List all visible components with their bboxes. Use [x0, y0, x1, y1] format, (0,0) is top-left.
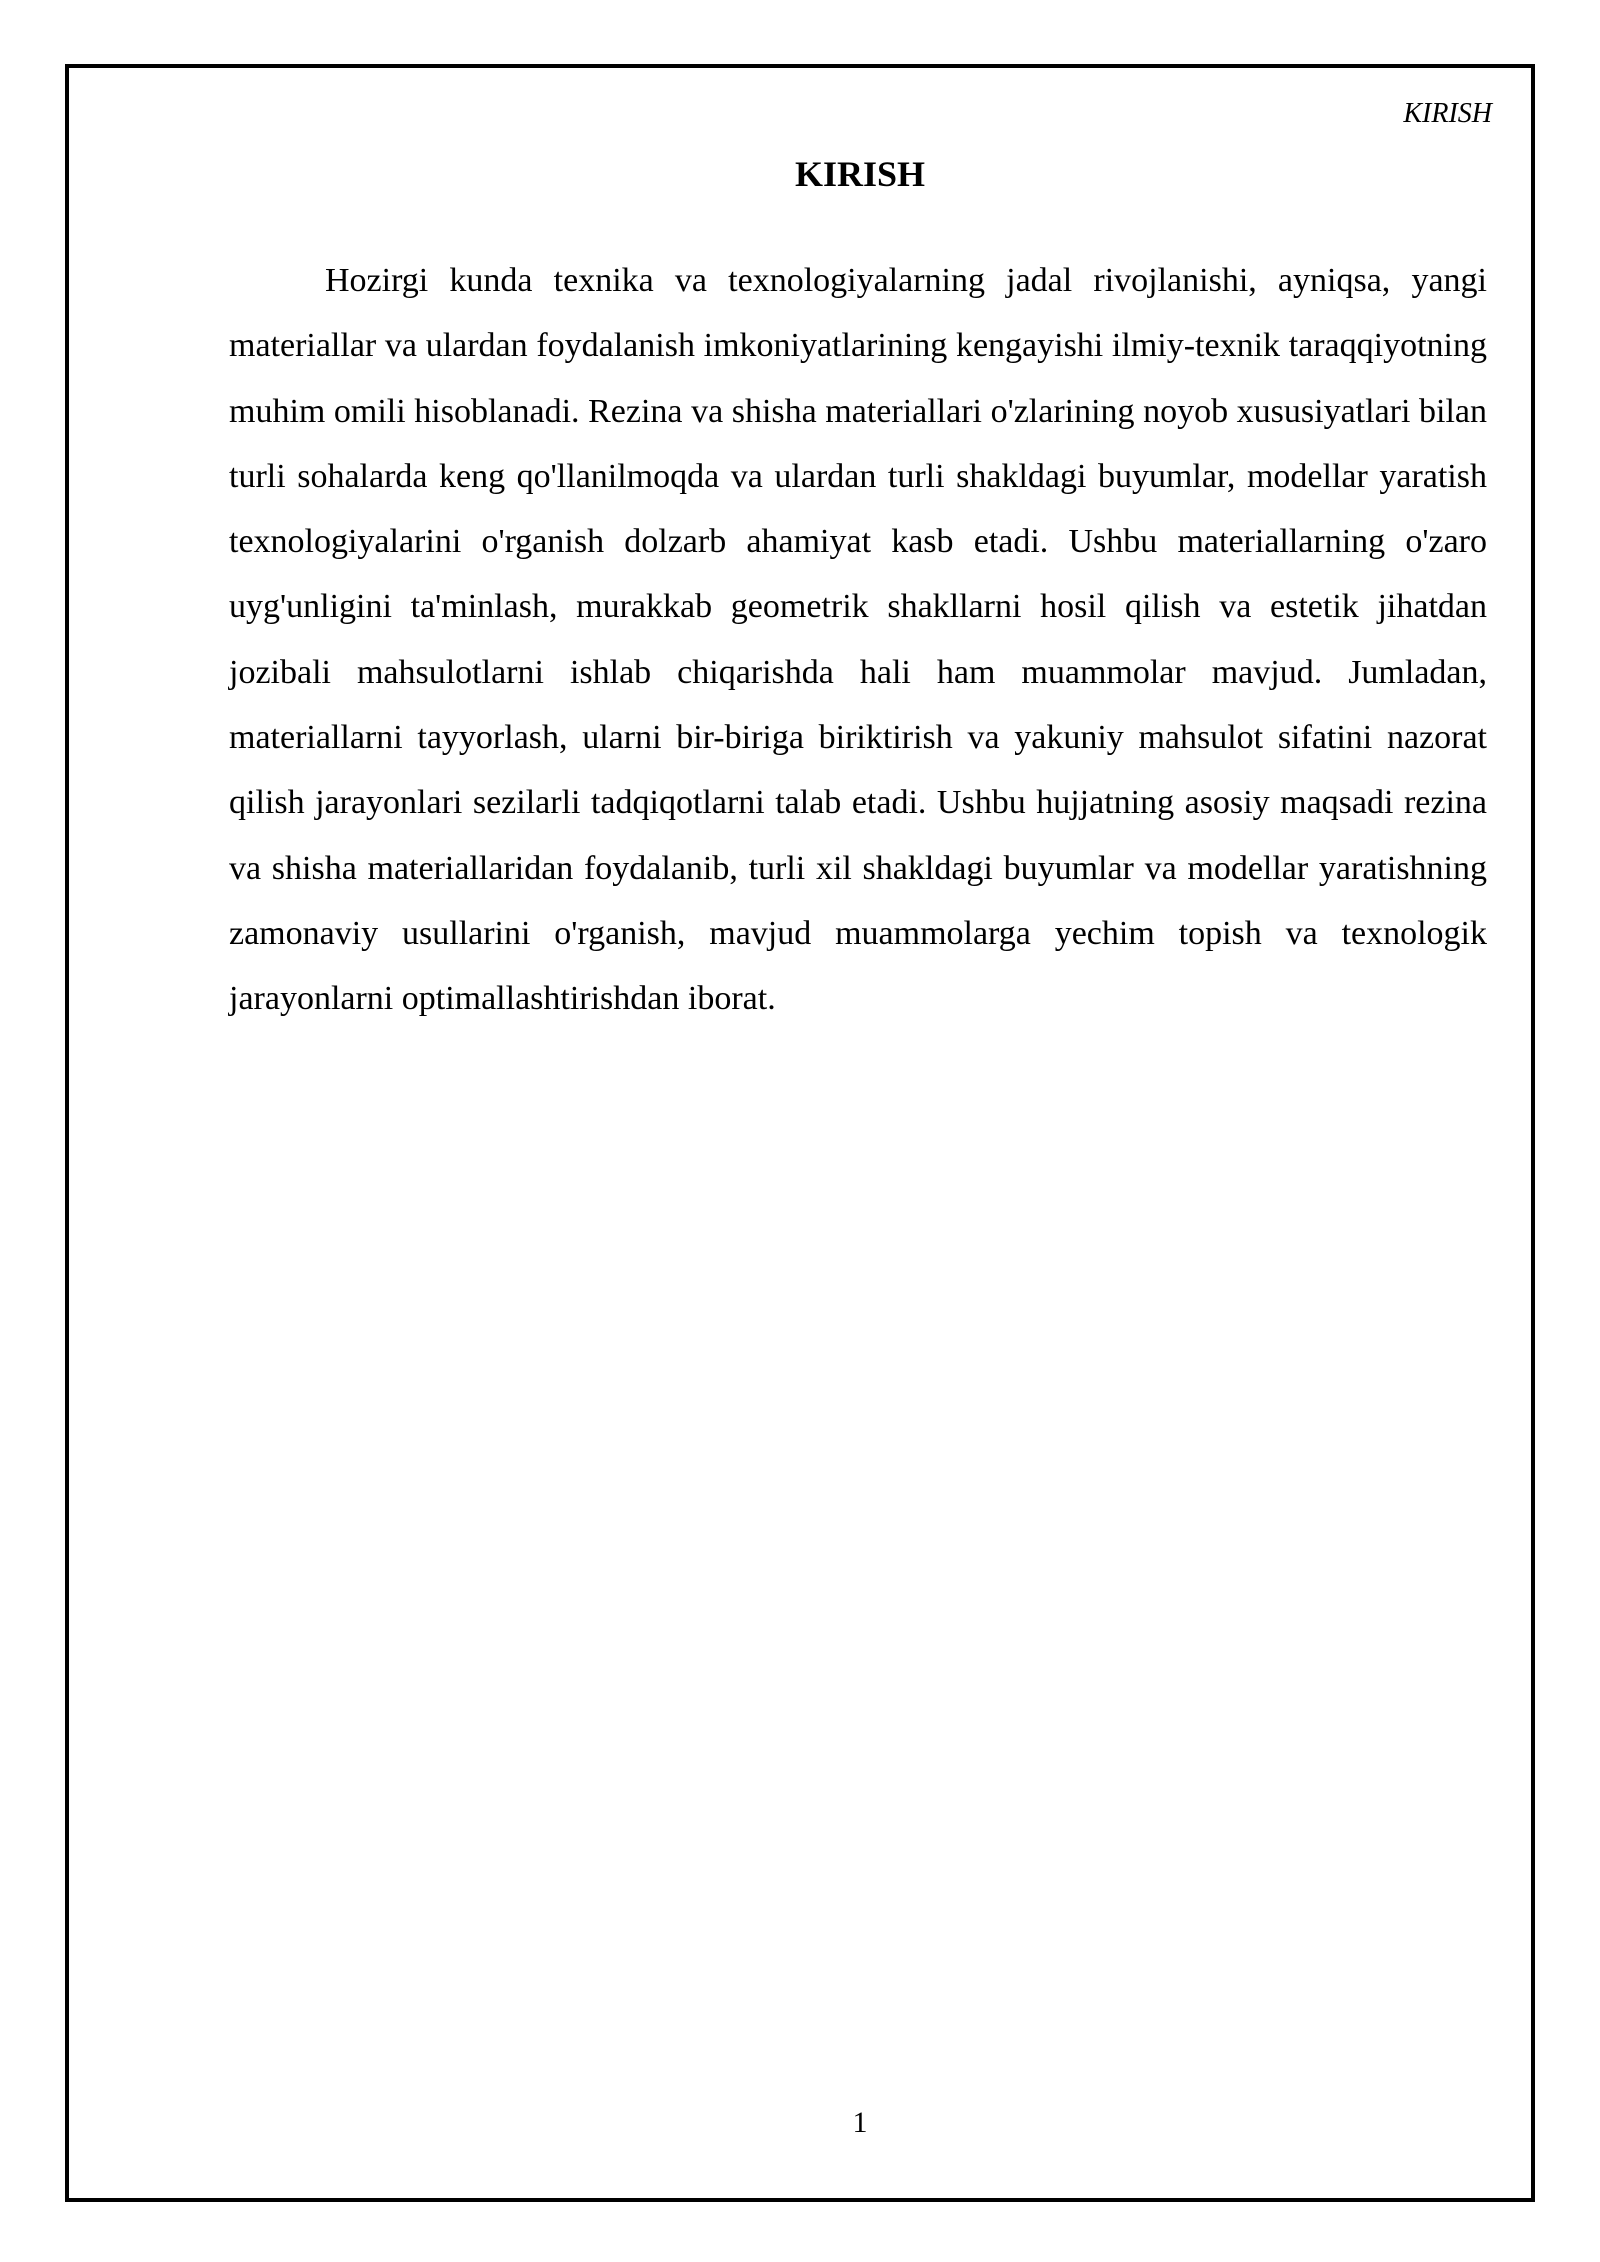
body-paragraph: Hozirgi kunda texnika va texnologiyalarning jadal rivojlanishi, ayniqsa, yangi materiallar va ulardan foydalanish imkoniyatlarining kengayishi ilmiy-texnik taraqqiyotning muhim omili hisoblanadi. Rezina va shisha materiallari o'zlarining noyob xususiyatlari bilan turli sohalarda keng qo'llanilmoqda va ulardan turli shakldagi buyumlar, modellar yaratish texnologiyalarini o'rganish dolzarb ahamiyat kasb etadi. Ushbu materiallarning o'zaro uyg'unligini ta'minlash, murakkab geometrik shakllarni hosil qilish va estetik jihatdan jozibali mahsulotlarni ishlab chiqarishda hali ham muammolar mavjud. Jumladan, materiallarni tayyorlash, ularni bir-biriga biriktirish va yakuniy mahsulot sifatini nazorat qilish jarayonlari sezilarli tadqiqotlarni talab etadi. Ushbu hujjatning asosiy maqsadi rezina va shisha materiallaridan foydalanib, turli xil shakldagi buyumlar va modellar yaratishning zamonaviy usullarini o'rganish, mavjud muammolarga yechim topish va texnologik jarayonlarni optimallashtirishdan iborat. — [229, 262, 1487, 1018]
page-number: 1 — [852, 2106, 868, 2139]
section-heading: KIRISH — [794, 154, 926, 194]
running-header: KIRISH — [1403, 98, 1492, 129]
